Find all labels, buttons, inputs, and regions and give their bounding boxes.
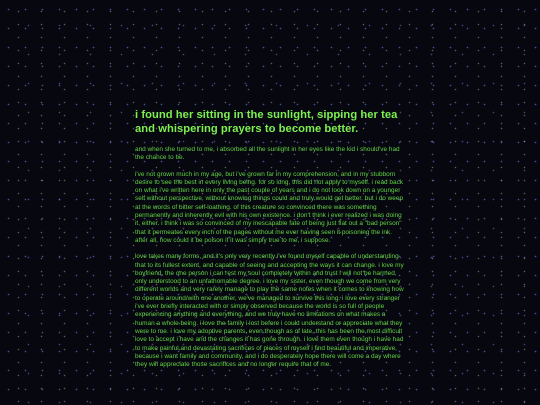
post-paragraph-2: i've not grown much in my age, but i've grown far in my comprehension, and in my stubborn desire to see the best in every living being. for so long, this did not apply to myself. i read back on what i've written here in only the past couple of years and i do not look down on a younger self without perspective, without knowing things could and truly would get better. but i do weep at the words of bitter self-loathing. of this creature so convinced there was something permanently and inherently evil with his own existence. i don't think i ever realized i was doing it, either. i think i was so convinced of my inescapable fate of being just flat out a "bad person" that it permeates every inch of the pages without me ever having seen it poisoning the ink. after all, how could it be poison if it was simply true to me, i suppose. (135, 170, 404, 244)
blog-post (135, 108, 405, 377)
post-paragraph-1: and when she turned to me, i absorbed all the sunlight in her eyes like the kid i should've had the chance to be. (135, 146, 400, 162)
post-paragraph-3: love takes many forms, and it's only very recently i've found myself capable of understanding that to its fullest extent, and capable of seeing and accepting the ways it can change. i love my boyfriend, the one person i can rest my soul completely within and trust i will not be harmed, only understood to an unfathomable degree. i love my sister, even though we come from very different worlds and very rarely manage to play the same notes when it comes to knowing how to operate around/with one another, we've managed to survive this long. i love every stranger i've ever briefly interacted with or simply observed because the world is so full of people experiencing anything and everything, and we truly have no limitations on what makes a human a whole being. i love the family i lost before i could understand or appreciate what they were to me. i love my adoptive parents, even though as of late, this has been the most difficult love to accept i have and the changes it has gone through. i love them even though i have had to make painful and devastating sacrifices of pieces of myself i find beautiful and imperative, because i want family and community, and i do desperately hope there will come a day where they will appreciate those sacrifices and no longer require that of me. (135, 253, 404, 369)
post-title: i found her sitting in the sunlight, sipping her tea and whispering prayers to become better. (135, 109, 398, 135)
